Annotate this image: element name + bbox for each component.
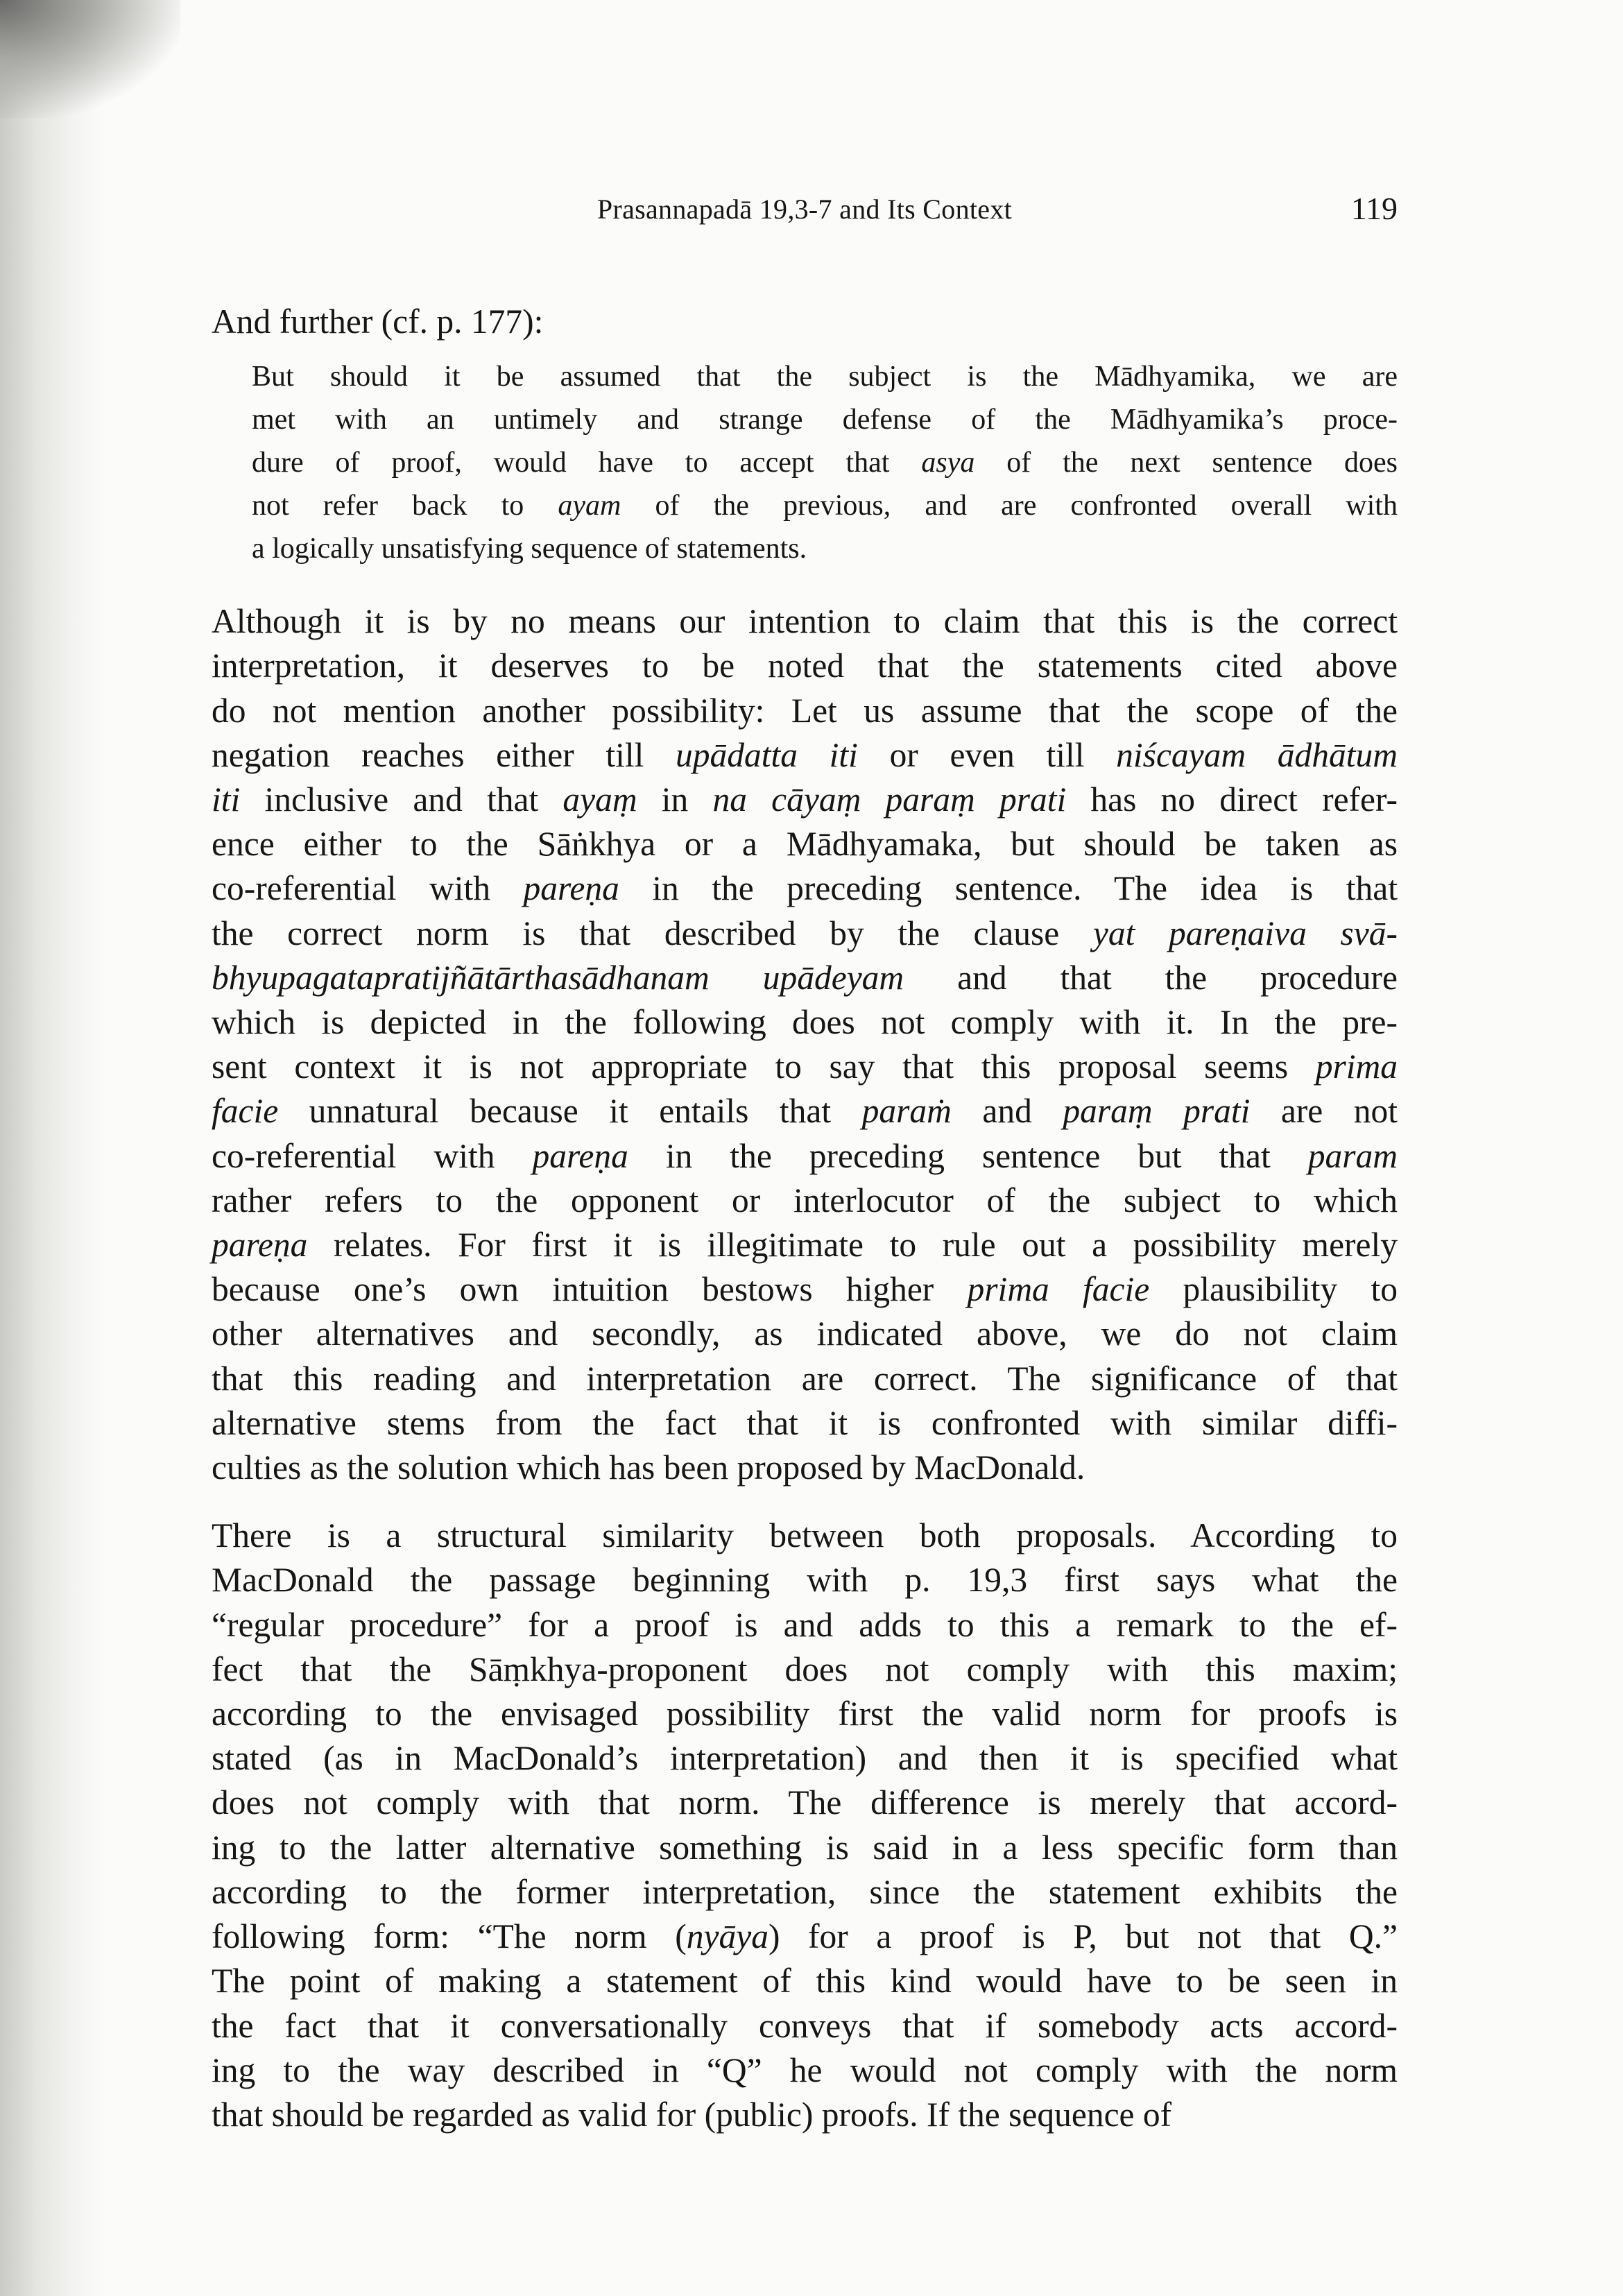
page-number: 119 — [1350, 191, 1398, 226]
text-line: do not mention another possibility: Let us assume that the scope of the — [212, 691, 1398, 730]
text-line: ing to the latter alternative something is said in a less specific form than — [212, 1828, 1398, 1867]
text-line: fect that the Sāṃkhya-proponent does not comply with this maxim; — [212, 1650, 1398, 1688]
scan-shadow-edge — [0, 0, 104, 2296]
text-line: dure of proof, would have to accept that asya of the next sentence does — [252, 447, 1398, 479]
text-line: not refer back to ayam of the previous, and are confronted overall with — [252, 490, 1398, 522]
text-line: the correct norm is that described by the clause yat pareṇaiva svā- — [212, 914, 1398, 952]
text-line: according to the former interpretation, since the statement exhibits the — [212, 1872, 1398, 1911]
text-line: that this reading and interpretation are correct. The significance of that — [212, 1359, 1398, 1398]
text-line: But should it be assumed that the subject is the Mādhyamika, we are — [252, 361, 1398, 393]
text-line: bhyupagatapratijñātārthasādhanam upādeyam and that the procedure — [212, 958, 1398, 997]
intro-line: And further (cf. p. 177): — [212, 302, 544, 341]
book-page — [212, 187, 1398, 2137]
text-line: co-referential with pareṇa in the preceding sentence but that param — [212, 1136, 1398, 1175]
text-line: There is a structural similarity between both proposals. According to — [212, 1516, 1398, 1555]
block-quote — [252, 355, 1398, 570]
text-line: “regular procedure” for a proof is and adds to this a remark to the ef- — [212, 1605, 1398, 1644]
text-line: the fact that it conversationally conveys that if somebody acts accord- — [212, 2006, 1398, 2045]
text-line: does not comply with that norm. The difference is merely that accord- — [212, 1783, 1398, 1822]
text-line: a logically unsatisfying sequence of statements. — [252, 533, 807, 565]
text-line: ence either to the Sāṅkhya or a Mādhyamaka, but should be taken as — [212, 825, 1398, 864]
text-line: sent context it is not appropriate to say that this proposal seems prima — [212, 1047, 1398, 1086]
text-line: negation reaches either till upādatta iti or even till niścayam ādhātum — [212, 735, 1398, 774]
text-line: met with an untimely and strange defense of the Mādhyamika’s proce- — [252, 404, 1398, 436]
text-line: alternative stems from the fact that it is confronted with similar diffi- — [212, 1403, 1398, 1442]
text-line: MacDonald the passage beginning with p. 19,3 first says what the — [212, 1561, 1398, 1600]
text-line: which is depicted in the following does not comply with it. In the pre- — [212, 1003, 1398, 1042]
text-line: rather refers to the opponent or interlocutor of the subject to which — [212, 1181, 1398, 1219]
scan-shadow-corner — [0, 0, 180, 118]
text-line: according to the envisaged possibility first the valid norm for proofs is — [212, 1695, 1398, 1733]
text-line: ing to the way described in “Q” he would not comply with the norm — [212, 2050, 1398, 2089]
paragraph-2 — [212, 1514, 1398, 2137]
running-head: Prasannapadā 19,3-7 and Its Context — [596, 194, 1013, 225]
text-line: The point of making a statement of this kind would have to be seen in — [212, 1962, 1398, 2001]
text-line: culties as the solution which has been proposed by MacDonald. — [212, 1448, 1085, 1487]
text-line: facie unnatural because it entails that paraṁ and paraṃ prati are not — [212, 1092, 1398, 1131]
text-line: co-referential with pareṇa in the preceding sentence. The idea is that — [212, 869, 1398, 908]
text-line: iti inclusive and that ayaṃ in na cāyaṃ paraṃ prati has no direct refer- — [212, 780, 1398, 819]
text-line: stated (as in MacDonald’s interpretation) and then it is specified what — [212, 1739, 1398, 1778]
text-line: because one’s own intuition bestows higher prima facie plausibility to — [212, 1270, 1398, 1309]
text-line: other alternatives and secondly, as indicated above, we do not claim — [212, 1314, 1398, 1353]
text-line: Although it is by no means our intention to claim that this is the correct — [212, 602, 1398, 641]
text-line: that should be regarded as valid for (public) proofs. If the sequence of — [212, 2095, 1172, 2134]
paragraph-1 — [212, 599, 1398, 1490]
text-line: following form: “The norm (nyāya) for a proof is P, but not that Q.” — [212, 1917, 1398, 1956]
text-line: pareṇa relates. For first it is illegitimate to rule out a possibility merely — [212, 1226, 1398, 1265]
page-header — [212, 187, 1398, 236]
text-line: interpretation, it deserves to be noted that the statements cited above — [212, 646, 1398, 685]
